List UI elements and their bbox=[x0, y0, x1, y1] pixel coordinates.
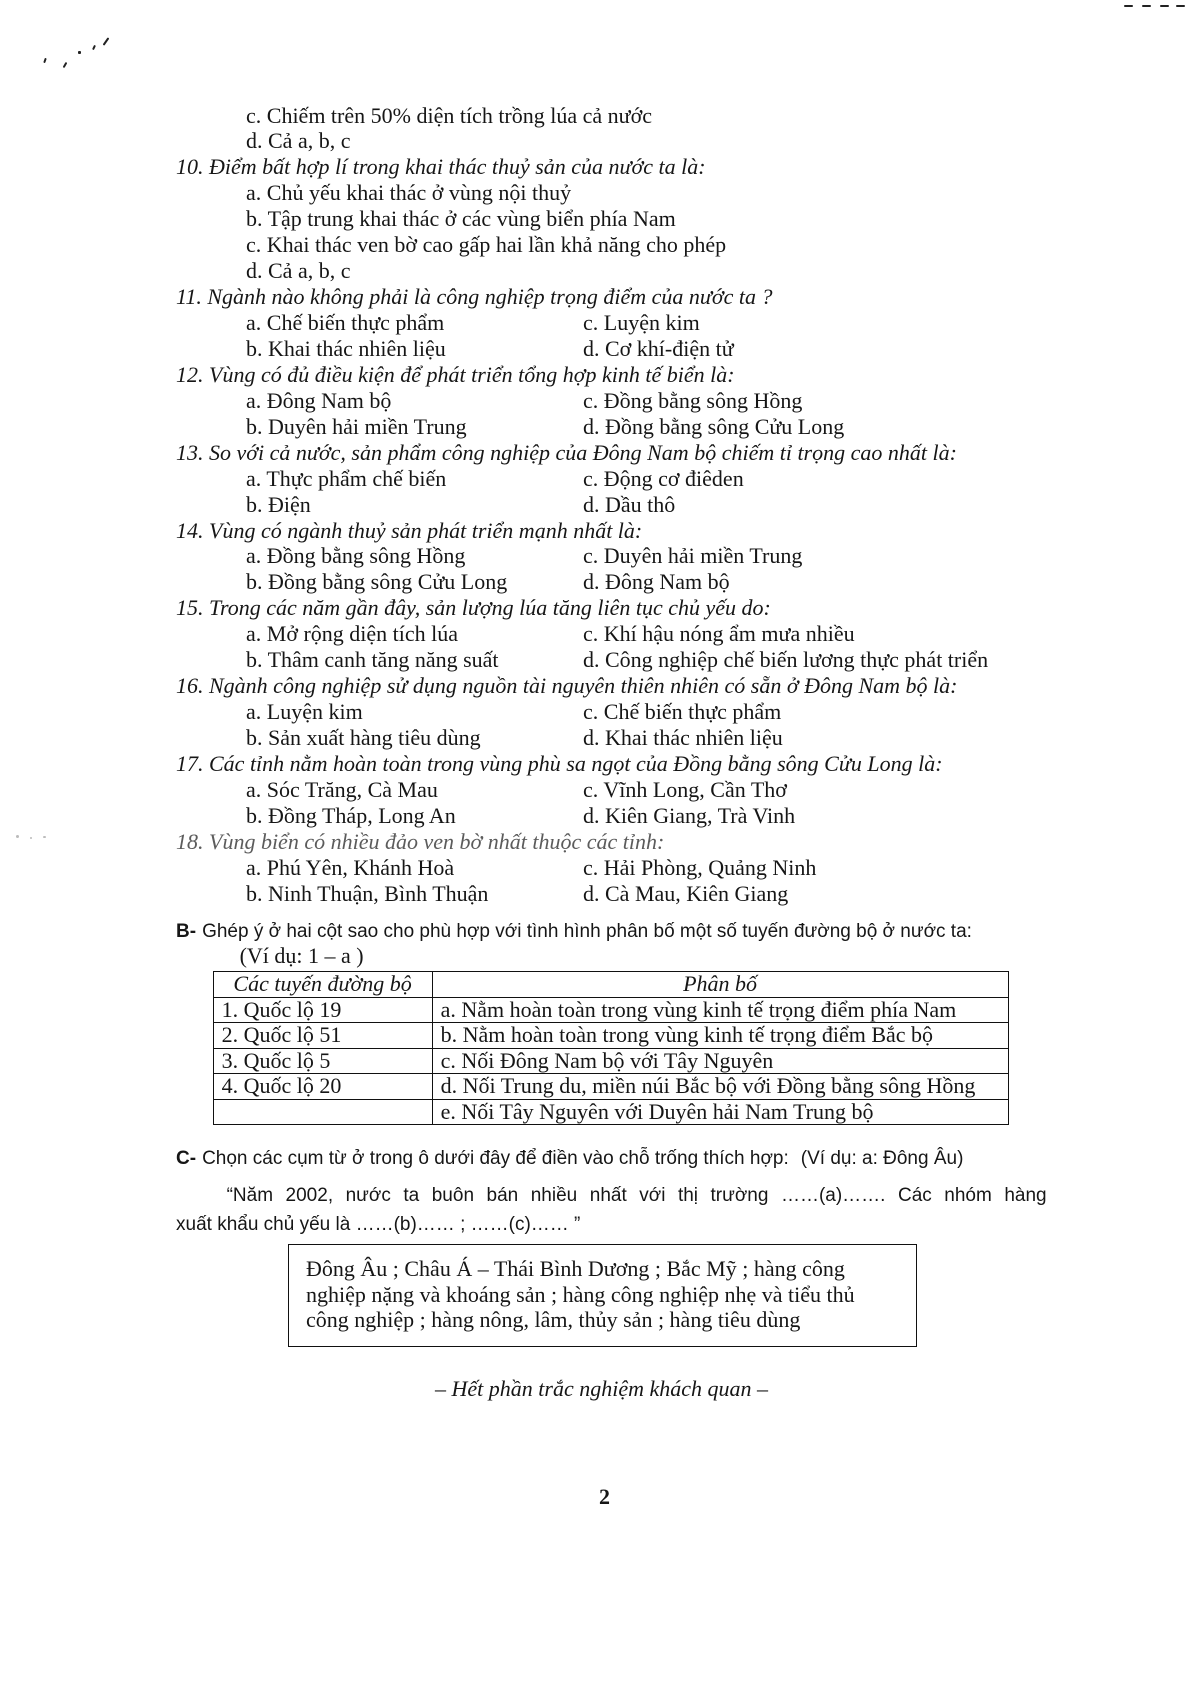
scan-mark bbox=[43, 58, 47, 63]
table-row bbox=[213, 1023, 1008, 1049]
table-header-row bbox=[213, 972, 1008, 998]
section-c-label: C- bbox=[176, 1148, 197, 1169]
option-d: d. Dầu thô bbox=[583, 491, 676, 517]
question-12 bbox=[0, 362, 1185, 388]
option-c: c. Chế biến thực phẩm bbox=[583, 699, 782, 725]
option-row bbox=[0, 388, 1185, 414]
scan-mark bbox=[1160, 5, 1169, 7]
section-b-heading bbox=[176, 919, 972, 945]
option-row bbox=[0, 543, 1185, 569]
scan-mark bbox=[1124, 5, 1133, 7]
question-stem: 17. Các tỉnh nằm hoàn toàn trong vùng phù sa ngọt của Đồng bằng sông Cửu Long là: bbox=[176, 750, 943, 776]
table-row bbox=[213, 1099, 1008, 1125]
option-c: c. Khí hậu nóng ẩm mưa nhiều bbox=[583, 621, 855, 647]
page-number: 2 bbox=[599, 1484, 610, 1509]
distribution-cell: a. Nằm hoàn toàn trong vùng kinh tế trọng điểm phía Nam bbox=[432, 997, 1008, 1023]
passage-line: xuất khẩu chủ yếu là ……(b)…… ; ……(c)…… ” bbox=[176, 1214, 581, 1235]
scan-mark bbox=[92, 45, 96, 50]
option-line bbox=[0, 180, 1185, 206]
option-b: b. Khai thác nhiên liệu bbox=[246, 335, 446, 361]
option-row bbox=[0, 803, 1185, 829]
distribution-cell: d. Nối Trung du, miền núi Bắc bộ với Đồng bằng sông Hồng bbox=[432, 1074, 1008, 1100]
option-b: b. Thâm canh tăng năng suất bbox=[246, 647, 499, 673]
word-bank-line: nghiệp nặng và khoáng sản ; hàng công nghiệp nhẹ và tiểu thủ bbox=[306, 1281, 855, 1307]
option-c: c. Vĩnh Long, Cần Thơ bbox=[583, 776, 787, 802]
option-a: a. Luyện kim bbox=[246, 699, 363, 725]
option-b: b. Đồng Tháp, Long An bbox=[246, 802, 456, 828]
option-a: a. Đồng bằng sông Hồng bbox=[246, 543, 466, 569]
option-line bbox=[0, 206, 1185, 232]
continued-option-line bbox=[0, 128, 1185, 154]
route-cell: 3. Quốc lộ 5 bbox=[213, 1048, 432, 1074]
option-row bbox=[0, 492, 1185, 518]
section-c-instruction: Chọn các cụm từ ở trong ô dưới đây để điền vào chỗ trống thích hợp: bbox=[202, 1148, 789, 1169]
passage-line: “Năm 2002, nước ta buôn bán nhiều nhất với thị trường ……(a)……. Các nhóm hàng bbox=[226, 1184, 1047, 1206]
table-row bbox=[213, 1074, 1008, 1100]
option-row bbox=[0, 466, 1185, 492]
continued-option-line bbox=[0, 103, 1185, 129]
distribution-cell: b. Nằm hoàn toàn trong vùng kinh tế trọng điểm Bắc bộ bbox=[432, 1023, 1008, 1049]
option-c: c. Luyện kim bbox=[583, 310, 700, 335]
option-a: a. Đông Nam bộ bbox=[246, 387, 392, 413]
option-d: d. Khai thác nhiên liệu bbox=[583, 725, 783, 750]
option-a: a. Mở rộng diện tích lúa bbox=[246, 621, 459, 647]
option-row bbox=[0, 725, 1185, 751]
option-c: c. Đồng bằng sông Hồng bbox=[583, 387, 803, 413]
option-c: c. Khai thác ven bờ cao gấp hai lần khả năng cho phép bbox=[246, 232, 727, 258]
option-row bbox=[0, 569, 1185, 595]
option-b: b. Sản xuất hàng tiêu dùng bbox=[246, 725, 481, 750]
route-cell: 2. Quốc lộ 51 bbox=[213, 1023, 432, 1049]
option-c: c. Duyên hải miền Trung bbox=[583, 543, 803, 569]
option-d: d. Cơ khí-điện tử bbox=[583, 335, 734, 361]
option-d: d. Đồng bằng sông Cửu Long bbox=[583, 413, 845, 439]
table-row bbox=[213, 997, 1008, 1023]
word-bank-box bbox=[288, 1244, 917, 1347]
section-c-example: (Ví dụ: a: Đông Âu) bbox=[800, 1148, 964, 1169]
option-row bbox=[0, 647, 1185, 673]
option-d: d. Kiên Giang, Trà Vinh bbox=[583, 802, 796, 828]
header-routes: Các tuyến đường bộ bbox=[213, 972, 432, 998]
section-b-instruction: Ghép ý ở hai cột sao cho phù hợp với tình hình phân bố một số tuyến đường bộ ở nước ta: bbox=[202, 921, 972, 943]
question-17 bbox=[0, 751, 1185, 777]
question-stem: 12. Vùng có đủ điều kiện để phát triển tổng hợp kinh tế biển là: bbox=[176, 361, 735, 387]
question-stem: 16. Ngành công nghiệp sử dụng nguồn tài nguyên thiên nhiên có sẵn ở Đông Nam bộ là: bbox=[176, 673, 958, 699]
scan-mark bbox=[1142, 5, 1151, 7]
question-10 bbox=[0, 154, 1185, 180]
question-stem: 15. Trong các năm gần đây, sản lượng lúa tăng liên tục chủ yếu do: bbox=[176, 595, 771, 621]
option-d: d. Công nghiệp chế biến lương thực phát triển bbox=[583, 647, 989, 673]
option-row bbox=[0, 310, 1185, 336]
option-a: a. Phú Yên, Khánh Hoà bbox=[246, 854, 455, 880]
route-cell-empty bbox=[213, 1099, 432, 1125]
option-d: d. Cà Mau, Kiên Giang bbox=[583, 880, 789, 906]
distribution-cell: e. Nối Tây Nguyên với Duyên hải Nam Trung bộ bbox=[432, 1099, 1008, 1125]
option-line bbox=[0, 232, 1185, 258]
scan-mark bbox=[103, 37, 110, 46]
option-b: b. Điện bbox=[246, 491, 311, 517]
route-cell: 1. Quốc lộ 19 bbox=[213, 997, 432, 1023]
scan-mark bbox=[63, 62, 68, 68]
option-d: d. Cả a, b, c bbox=[246, 258, 351, 284]
header-distribution: Phân bố bbox=[432, 972, 1008, 998]
option-d: d. Đông Nam bộ bbox=[583, 569, 730, 595]
route-matching-table bbox=[213, 971, 1009, 1125]
option-b: b. Duyên hải miền Trung bbox=[246, 413, 467, 439]
option-text: c. Chiếm trên 50% diện tích trồng lúa cả nước bbox=[246, 102, 652, 128]
option-b: b. Đồng bằng sông Cửu Long bbox=[246, 569, 508, 595]
option-b: b. Tập trung khai thác ở các vùng biển phía Nam bbox=[246, 206, 676, 232]
option-row bbox=[0, 881, 1185, 907]
scan-mark bbox=[78, 51, 81, 54]
option-a: a. Sóc Trăng, Cà Mau bbox=[246, 776, 438, 802]
option-a: a. Thực phẩm chế biến bbox=[246, 465, 447, 491]
option-c: c. Hải Phòng, Quảng Ninh bbox=[583, 854, 817, 880]
word-bank-line: công nghiệp ; hàng nông, lâm, thủy sản ; hàng tiêu dùng bbox=[306, 1307, 801, 1332]
question-stem: 18. Vùng biển có nhiều đảo ven bờ nhất thuộc các tỉnh: bbox=[176, 828, 665, 854]
table-row bbox=[213, 1048, 1008, 1074]
question-14 bbox=[0, 518, 1185, 544]
section-b-example: (Ví dụ: 1 – a ) bbox=[239, 943, 364, 969]
section-c-heading bbox=[176, 1146, 963, 1172]
question-stem: 10. Điểm bất hợp lí trong khai thác thuỷ sản của nước ta là: bbox=[176, 154, 706, 180]
multiple-choice-section bbox=[0, 103, 1185, 907]
option-line bbox=[0, 258, 1185, 284]
route-cell: 4. Quốc lộ 20 bbox=[213, 1074, 432, 1100]
question-stem: 11. Ngành nào không phải là công nghiệp trọng điểm của nước ta ? bbox=[176, 284, 773, 310]
word-bank-line: Đông Âu ; Châu Á – Thái Bình Dương ; Bắc Mỹ ; hàng công bbox=[306, 1256, 845, 1281]
question-16 bbox=[0, 673, 1185, 699]
question-11 bbox=[0, 284, 1185, 310]
section-b-label: B- bbox=[176, 921, 197, 943]
end-note: – Hết phần trắc nghiệm khách quan – bbox=[435, 1376, 768, 1401]
question-13 bbox=[0, 440, 1185, 466]
option-row bbox=[0, 414, 1185, 440]
option-b: b. Ninh Thuận, Bình Thuận bbox=[246, 880, 489, 906]
question-stem: 14. Vùng có ngành thuỷ sản phát triển mạnh nhất là: bbox=[176, 517, 643, 543]
option-row bbox=[0, 621, 1185, 647]
option-a: a. Chủ yếu khai thác ở vùng nội thuỷ bbox=[246, 180, 572, 206]
option-row bbox=[0, 777, 1185, 803]
option-row bbox=[0, 336, 1185, 362]
question-18 bbox=[0, 829, 1185, 855]
option-row bbox=[0, 699, 1185, 725]
option-c: c. Động cơ điêden bbox=[583, 465, 744, 491]
option-text: d. Cả a, b, c bbox=[246, 128, 351, 154]
question-stem: 13. So với cả nước, sản phẩm công nghiệp của Đông Nam bộ chiếm tỉ trọng cao nhất là: bbox=[176, 439, 957, 465]
distribution-cell: c. Nối Đông Nam bộ với Tây Nguyên bbox=[432, 1048, 1008, 1074]
scan-mark bbox=[1176, 5, 1185, 7]
option-a: a. Chế biến thực phẩm bbox=[246, 310, 445, 335]
option-row bbox=[0, 855, 1185, 881]
question-15 bbox=[0, 595, 1185, 621]
